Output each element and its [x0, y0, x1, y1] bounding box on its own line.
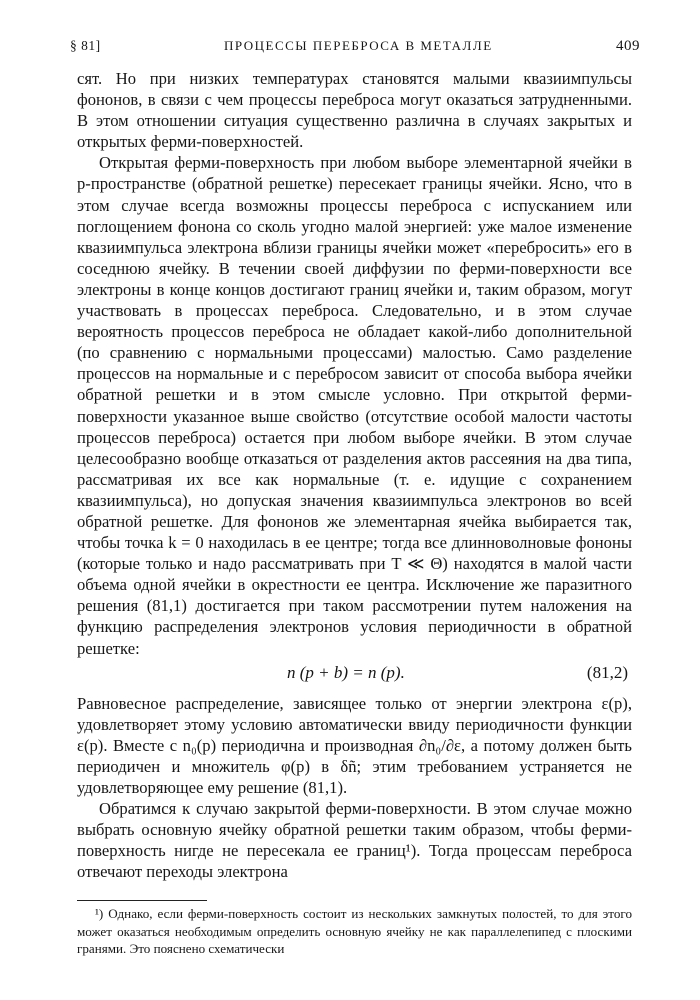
equation-number: (81,2) [586, 662, 628, 682]
paragraph-continued: сят. Но при низких температурах становятся малыми квазиимпульсы фононов, в связи с чем процессы переброса могут оказаться затрудненными. В этом отношении ситуация существенно различна в случаях закрытых и открытых ферми-поверхностей. [77, 69, 632, 152]
paragraph-closed-fermi-surface: Обратимся к случаю закрытой ферми-поверхности. В этом случае можно выбрать основную ячейку обратной решетки таким образом, чтобы ферми-поверхность нигде не пересекала ее границ¹). Тогда процессам переброса отвечают переходы электрона [77, 799, 632, 882]
equation-81-2 [77, 659, 632, 693]
main-text [77, 68, 632, 882]
footnote-text: ¹) Однако, если ферми-поверхность состоит из нескольких замкнутых полостей, то для этого может оказаться необходимым определить основную ячейку не как параллелепипед с плоскими гранями. Это пояснено схематически [77, 906, 632, 957]
footnote-rule [77, 900, 207, 901]
equation-formula: n (p + b) = n (p). [287, 662, 405, 682]
running-title: ПРОЦЕССЫ ПЕРЕБРОСА В МЕТАЛЛЕ [223, 38, 493, 53]
paragraph-open-fermi-surface: Открытая ферми-поверхность при любом выборе элементарной ячейки в p-пространстве (обратной решетке) пересекает границы ячейки. Ясно, что в этом случае всегда возможны процессы переброса с испусканием или поглощением фонона со сколь угодно малой энергией: уже малое изменение квазиимпульса электрона вблизи границы ячейки может «перебросить» его в соседнюю ячейку. В течении своей диффузии по ферми-поверхности все электроны в конце концов достигают границ ячейки и, таким образом, могут участвовать в процессах переброса. Следовательно, и в этом случае вероятность процессов переброса не обладает какой-либо дополнительной (по сравнению с нормальными процессами) малостью. Само разделение процессов на нормальные и с перебросом зависит от способа выбора ячейки обратной решетки и в этом смысле условно. При открытой ферми-поверхности указанное выше свойство (отсутствие особой малости частоты процессов переброса) остается при любом выборе ячейки. В этом случае целесообразно вообще отказаться от разделения актов рассеяния на два типа, рассматривая их все как нормальные (т. е. идущие с сохранением квазиимпульса), но допуская значения квазиимпульса электронов во всей обратной решетке. Для фононов же элементарная ячейка выбирается так, чтобы точка k = 0 находилась в ее центре; тогда все длинноволновые фононы (которые только и надо рассматривать при T ≪ Θ) находятся в малой части объема одной ячейки в окрестности ее центра. Исключение же паразитного решения (81,1) достигается при таком рассмотрении путем наложения на функцию распределения электронов условия периодичности в обратной решетке: [77, 153, 632, 658]
footnote [77, 905, 632, 958]
page-number: 409 [615, 38, 640, 54]
section-number: § 81] [70, 38, 101, 53]
paragraph-equilibrium: Равновесное распределение, зависящее только от энергии электрона ε(p), удовлетворяет этому условию автоматически ввиду периодичности функции ε(p). Вместе с n₀(p) периодична и производная ∂n₀/∂ε, а потому должен быть периодичен и множитель φ(p) в δñ; этим требованием устраняется не удовлетворяющее ему решение (81,1). [77, 693, 632, 797]
running-header [70, 38, 640, 60]
